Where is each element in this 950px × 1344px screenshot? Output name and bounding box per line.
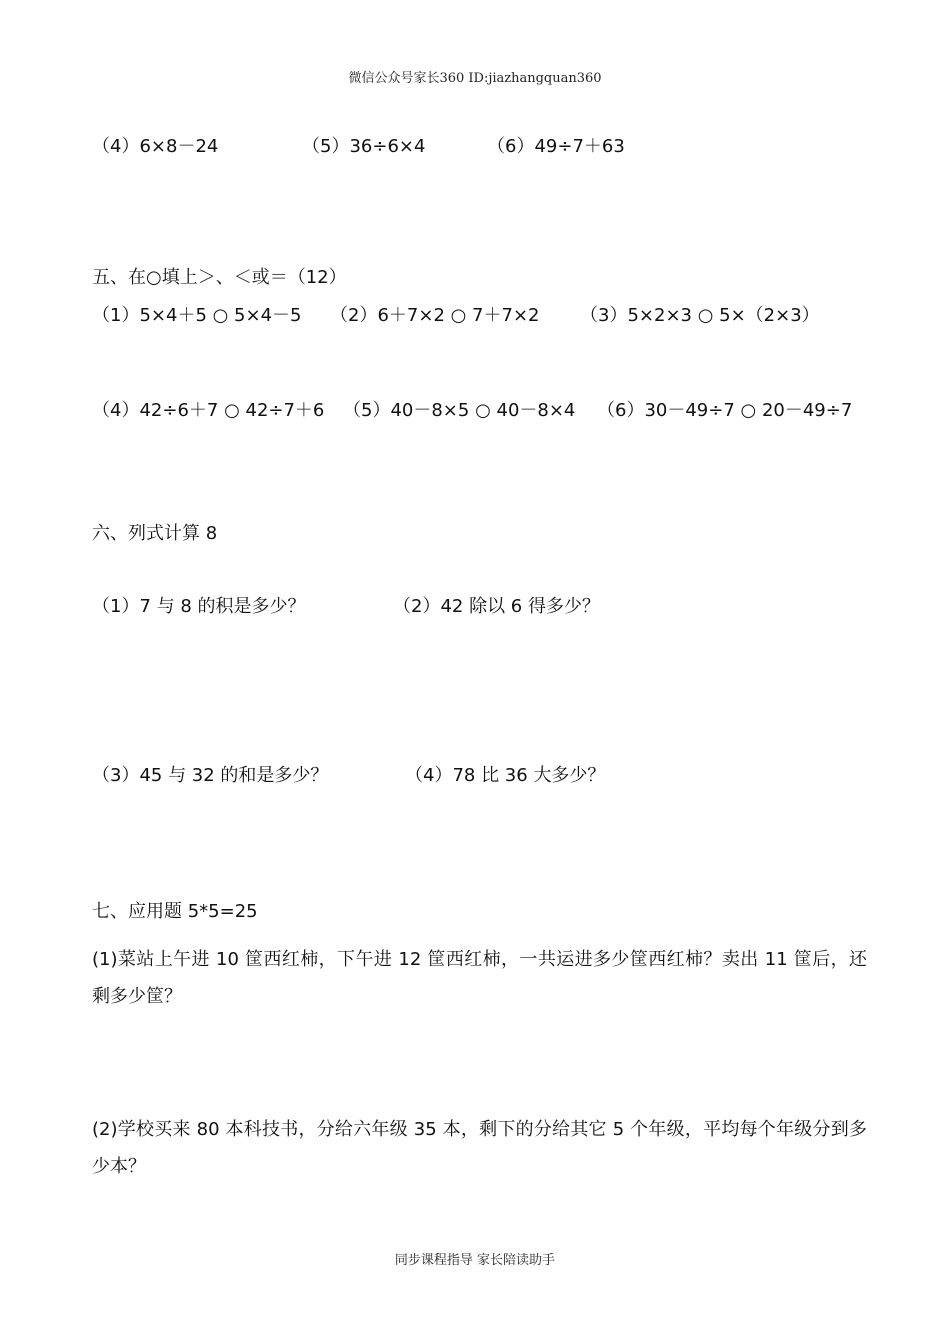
expression-6: （6）49÷7＋63 (487, 136, 625, 157)
calc-item-3: （3）45 与 32 的和是多少？ (92, 765, 329, 786)
section-6-title: 六、列式计算 8 (92, 523, 218, 544)
calc-item-2: （2）42 除以 6 得多少？ (393, 596, 600, 617)
compare-2: （2）6＋7×2 ○ 7＋7×2 (330, 305, 540, 326)
expression-4: （4）6×8－24 (92, 136, 219, 157)
compare-3: （3）5×2×3 ○ 5×（2×3） (580, 305, 820, 326)
calc-item-1: （1）7 与 8 的积是多少？ (92, 596, 306, 617)
compare-6: （6）30－49÷7 ○ 20－49÷7 (597, 400, 853, 421)
calc-item-4: （4）78 比 36 大多少？ (405, 765, 606, 786)
word-problem-1: (1)菜站上午进 10 筐西红柿，下午进 12 筐西红柿，一共运进多少筐西红柿？卖出 11 筐后，还剩多少筐？ (92, 949, 867, 1007)
expression-5: （5）36÷6×4 (302, 136, 426, 157)
compare-5: （5）40－8×5 ○ 40－8×4 (343, 400, 576, 421)
page-header: 微信公众号家长360 ID:jiazhangquan360 (348, 71, 602, 86)
section-7-title: 七、应用题 5*5=25 (92, 901, 258, 922)
section-5-title: 五、在○填上＞、＜或＝（12） (92, 267, 347, 288)
word-problem-2: (2)学校买来 80 本科技书，分给六年级 35 本，剩下的分给其它 5 个年级，平均每个年级分到多少本？ (92, 1119, 867, 1177)
page-footer: 同步课程指导 家长陪读助手 (394, 1253, 556, 1268)
compare-4: （4）42÷6＋7 ○ 42÷7＋6 (92, 400, 325, 421)
compare-1: （1）5×4＋5 ○ 5×4－5 (92, 305, 302, 326)
